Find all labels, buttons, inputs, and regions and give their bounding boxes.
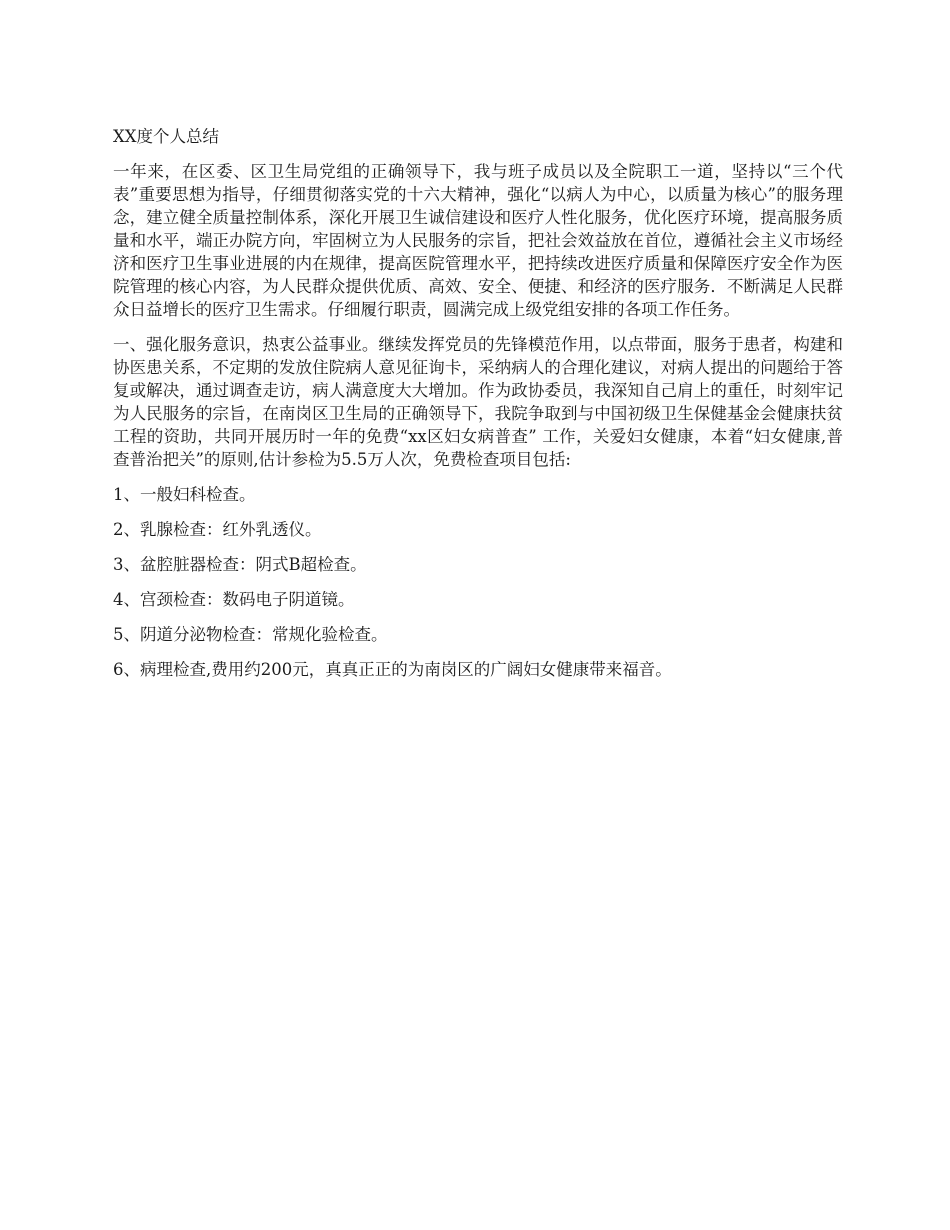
list-item: 5、阴道分泌物检查：常规化验检查。 bbox=[113, 625, 388, 644]
paragraph-section-one: 一、强化服务意识，热衷公益事业。继续发挥党员的先锋模范作用，以点带面，服务于患者，构建和协医患关系，不定期的发放住院病人意见征询卡，采纳病人的合理化建议，对病人提出的问题给于答复或解决，通过调查走访，病人满意度大大增加。作为政协委员，我深知自己肩上的重任，时刻牢记为人民服务的宗旨，在南岗区卫生局的正确领导下，我院争取到与中国初级卫生保健基金会健康扶贫工程的资助，共同开展历时一年的免费“xx区妇女病普查” 工作，关爱妇女健康，本着“妇女健康,普查普治把关”的原则,估计参检为5.5万人次，免费检查项目包括: bbox=[113, 335, 843, 469]
document-body bbox=[113, 125, 843, 693]
list-item: 6、病理检查,费用约200元，真真正正的为南岗区的广阔妇女健康带来福音。 bbox=[113, 660, 672, 679]
list-item: 2、乳腺检查：红外乳透仪。 bbox=[113, 520, 322, 539]
document-title: XX度个人总结 bbox=[113, 127, 219, 146]
list-item: 4、宫颈检查：数码电子阴道镜。 bbox=[113, 590, 355, 609]
list-item: 3、盆腔脏器检查：阴式B超检查。 bbox=[113, 555, 367, 574]
paragraph-intro: 一年来，在区委、区卫生局党组的正确领导下，我与班子成员以及全院职工一道，坚持以“三个代表”重要思想为指导，仔细贯彻落实党的十六大精神，强化“以病人为中心，以质量为核心”的服务理念，建立健全质量控制体系，深化开展卫生诚信建设和医疗人性化服务，优化医疗环境，提高服务质量和水平，端正办院方向，牢固树立为人民服务的宗旨，把社会效益放在首位，遵循社会主义市场经济和医疗卫生事业进展的内在规律，提高医院管理水平，把持续改进医疗质量和保障医疗安全作为医院管理的核心内容，为人民群众提供优质、高效、安全、便捷、和经济的医疗服务．不断满足人民群众日益增长的医疗卫生需求。仔细履行职责，圆满完成上级党组安排的各项工作任务。 bbox=[113, 162, 843, 319]
list-item: 1、一般妇科检查。 bbox=[113, 485, 256, 504]
